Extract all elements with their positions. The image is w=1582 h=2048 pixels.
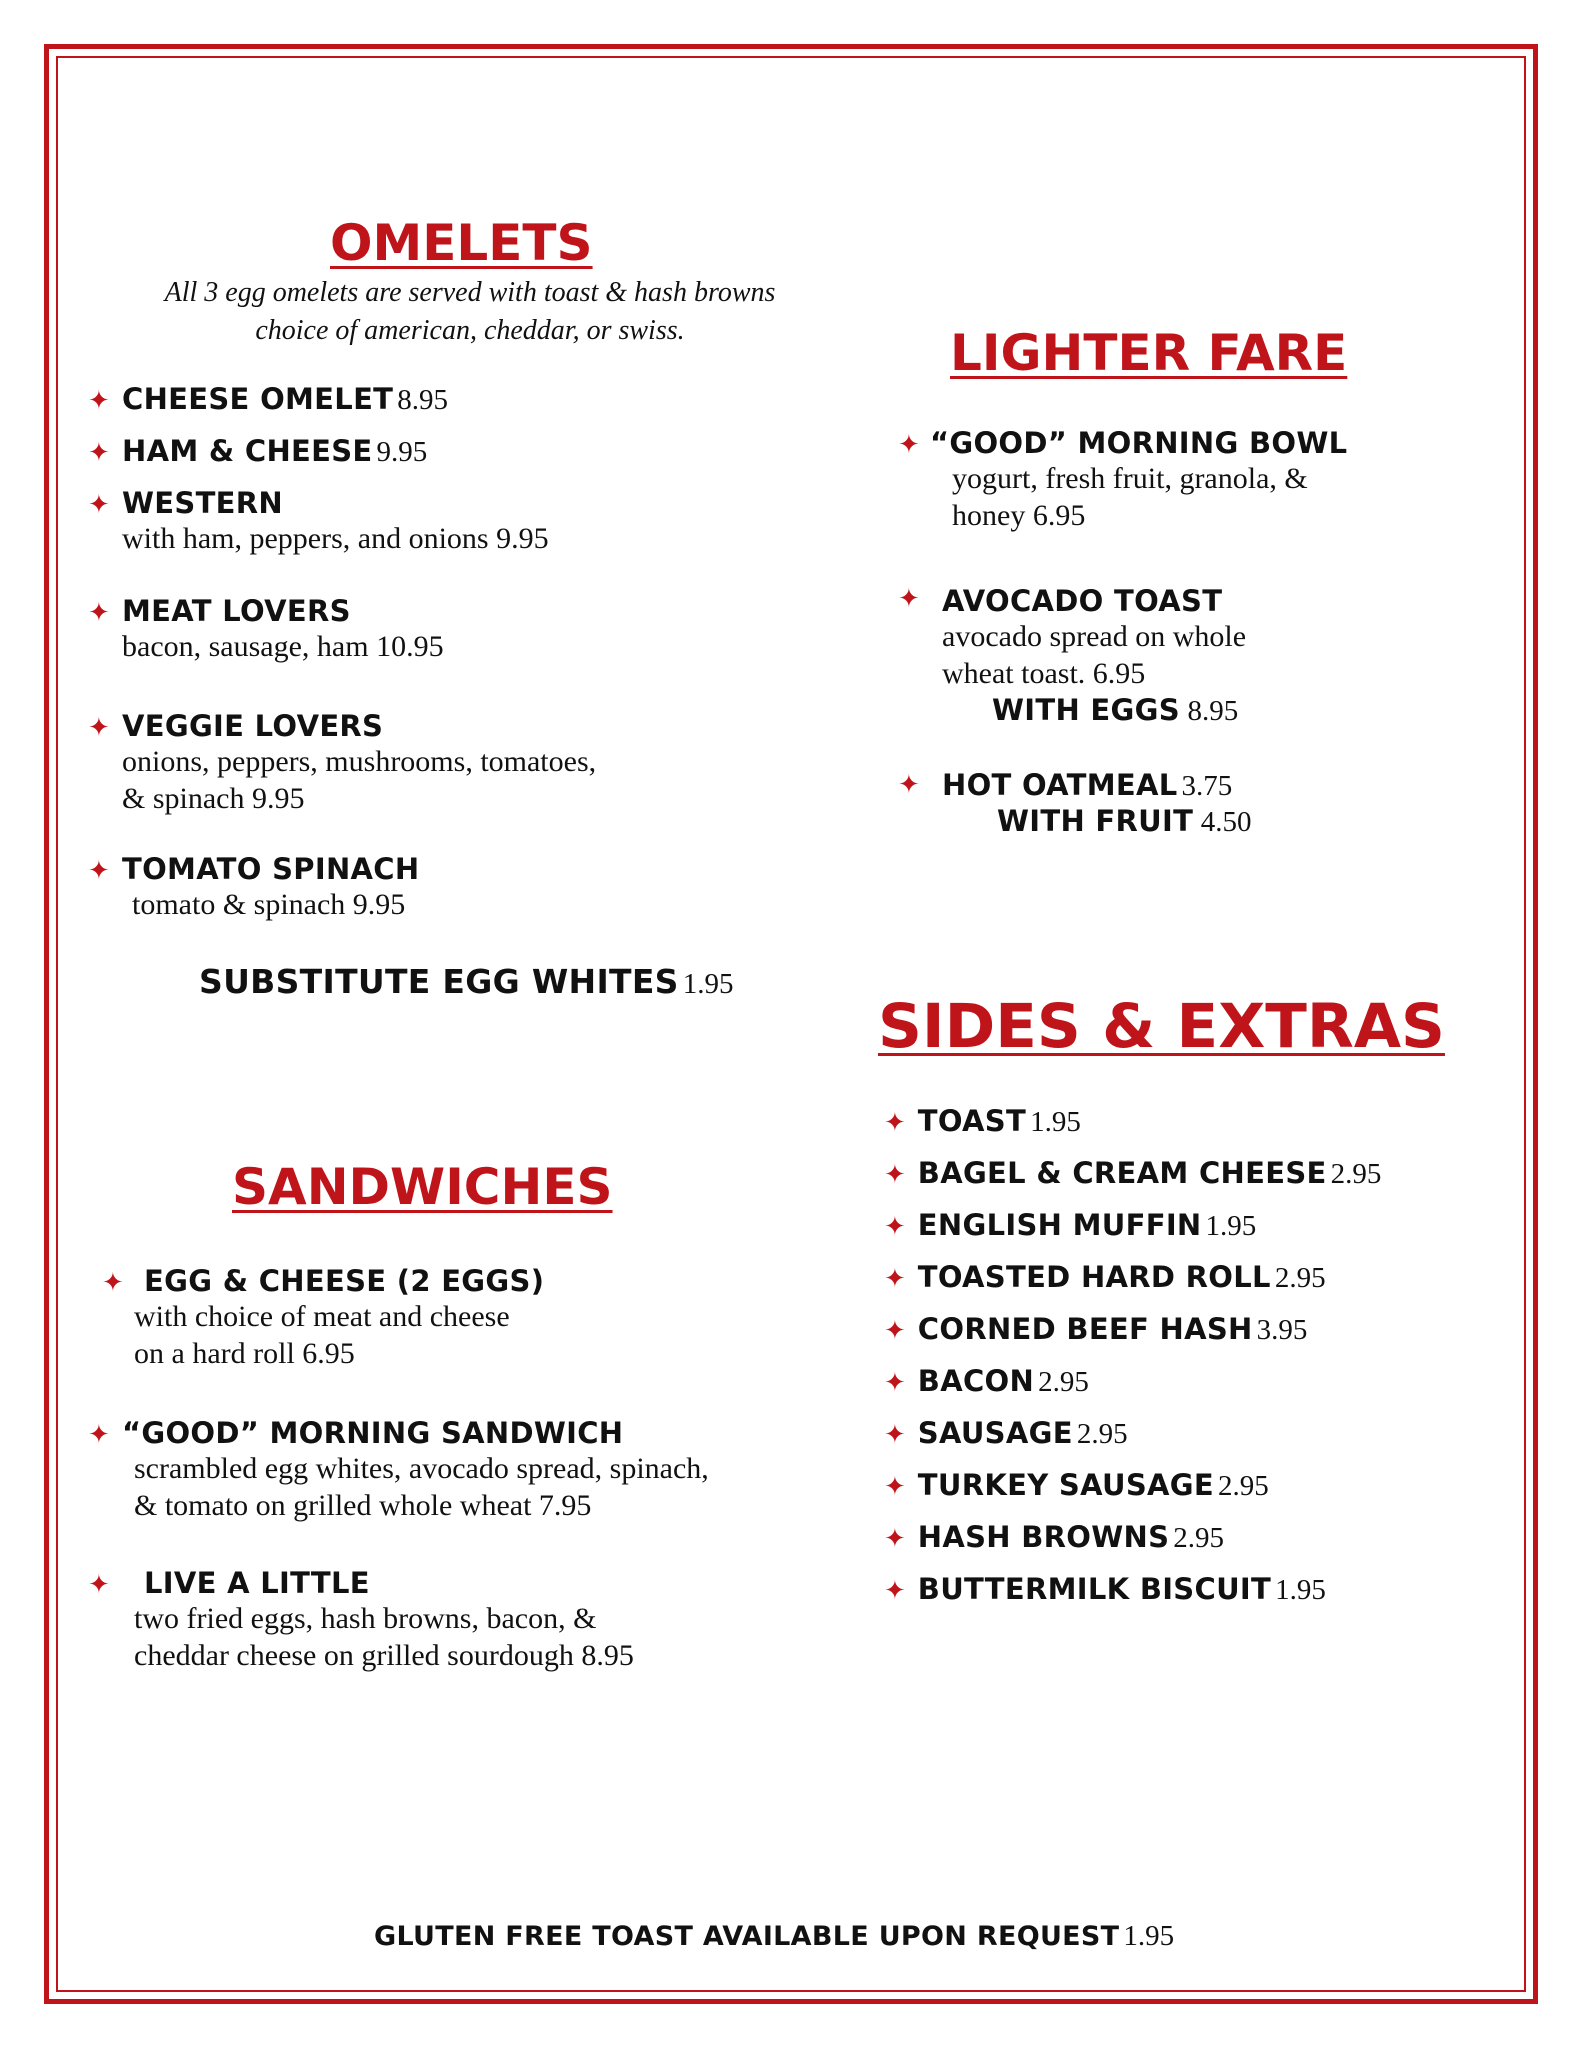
item-price: 1.95: [1205, 1210, 1257, 1242]
item-name: TOMATO SPINACH: [122, 852, 420, 886]
substitute-egg-whites: [199, 962, 734, 1001]
item-description: honey 6.95: [952, 499, 1086, 532]
star-bullet-icon: ✦: [884, 1316, 906, 1346]
menu-item-live-a-little: [134, 1566, 634, 1674]
star-bullet-icon: ✦: [898, 430, 920, 460]
star-bullet-icon: ✦: [884, 1420, 906, 1450]
star-bullet-icon: ✦: [884, 1160, 906, 1190]
sandwiches-heading: SANDWICHES: [232, 1158, 613, 1216]
star-bullet-icon: ✦: [88, 713, 110, 743]
menu-item-english-muffin: [884, 1208, 1256, 1243]
item-description: avocado spread on whole: [942, 620, 1247, 653]
item-name: MEAT LOVERS: [122, 594, 351, 628]
menu-item-turkey-sausage: [884, 1468, 1269, 1503]
addon-price: 4.50: [1200, 806, 1252, 838]
star-bullet-icon: ✦: [88, 1570, 110, 1600]
star-bullet-icon: ✦: [88, 1420, 110, 1450]
item-name: TOAST: [917, 1104, 1027, 1138]
item-description: cheddar cheese on grilled sourdough 8.95: [134, 1639, 634, 1672]
item-name: CORNED BEEF HASH: [917, 1312, 1253, 1346]
item-description: on a hard roll 6.95: [134, 1337, 355, 1370]
item-description: yogurt, fresh fruit, granola, &: [952, 462, 1308, 495]
item-description: & spinach 9.95: [122, 782, 305, 815]
star-bullet-icon: ✦: [884, 1108, 906, 1138]
sides-extras-heading: SIDES & EXTRAS: [878, 991, 1445, 1062]
item-name: HOT OATMEAL: [942, 768, 1178, 802]
item-name: LIVE A LITTLE: [144, 1566, 370, 1600]
lighter-fare-heading: LIGHTER FARE: [950, 324, 1348, 382]
menu-item-good-morning-bowl: [930, 426, 1347, 534]
omelets-intro-line-2: choice of american, cheddar, or swiss.: [255, 315, 685, 346]
item-name: TOASTED HARD ROLL: [917, 1260, 1271, 1294]
menu-item-buttermilk-biscuit: [884, 1572, 1326, 1607]
star-bullet-icon: ✦: [884, 1212, 906, 1242]
item-name: BAGEL & CREAM CHEESE: [917, 1156, 1327, 1190]
item-description: bacon, sausage, ham 10.95: [122, 630, 444, 663]
omelets-intro-line-1: All 3 egg omelets are served with toast & hash browns: [164, 277, 776, 308]
item-price: 8.95: [397, 384, 449, 416]
addon-name: WITH EGGS: [992, 693, 1180, 727]
item-description: with choice of meat and cheese: [134, 1300, 510, 1333]
menu-item-bacon: [884, 1364, 1089, 1399]
item-name: “GOOD” MORNING BOWL: [930, 426, 1348, 460]
star-bullet-icon: ✦: [884, 1576, 906, 1606]
item-name: HASH BROWNS: [917, 1520, 1170, 1554]
menu-item-western: [122, 486, 549, 557]
item-addon: [942, 803, 1251, 841]
item-price: 2.95: [1274, 1262, 1326, 1294]
menu-item-hash-browns: [884, 1520, 1224, 1555]
item-description: tomato & spinach 9.95: [132, 888, 406, 921]
star-bullet-icon: ✦: [884, 1368, 906, 1398]
item-price: 2.95: [1217, 1470, 1269, 1502]
item-price: 2.95: [1076, 1418, 1128, 1450]
menu-item-meat-lovers: [122, 594, 444, 665]
item-name: CHEESE OMELET: [122, 382, 394, 416]
item-description: scrambled egg whites, avocado spread, spinach,: [134, 1452, 709, 1485]
star-bullet-icon: ✦: [898, 770, 920, 800]
menu-item-ham-cheese: [122, 434, 427, 469]
item-addon: [942, 692, 1246, 730]
item-name: TURKEY SAUSAGE: [917, 1468, 1214, 1502]
star-bullet-icon: ✦: [88, 598, 110, 628]
addon-price: 8.95: [1187, 695, 1239, 727]
item-name: ENGLISH MUFFIN: [917, 1208, 1202, 1242]
addon-name: WITH FRUIT: [997, 804, 1194, 838]
gluten-free-note: [374, 1920, 1174, 1953]
star-bullet-icon: ✦: [102, 1268, 124, 1298]
item-price: 1.95: [1275, 1574, 1326, 1606]
menu-item-good-morning-sandwich: [122, 1416, 709, 1524]
menu-item-corned-beef-hash: [884, 1312, 1307, 1347]
item-price: 1.95: [682, 968, 734, 1000]
item-description: with ham, peppers, and onions 9.95: [122, 522, 549, 555]
star-bullet-icon: ✦: [884, 1524, 906, 1554]
item-description: & tomato on grilled whole wheat 7.95: [134, 1489, 592, 1522]
omelets-intro: [80, 274, 860, 350]
item-name: VEGGIE LOVERS: [122, 709, 384, 743]
menu-item-sausage: [884, 1416, 1128, 1451]
item-price: 2.95: [1330, 1158, 1382, 1190]
star-bullet-icon: ✦: [88, 438, 110, 468]
item-name: “GOOD” MORNING SANDWICH: [122, 1416, 624, 1450]
star-bullet-icon: ✦: [88, 490, 110, 520]
item-name: SAUSAGE: [917, 1416, 1073, 1450]
item-name: WESTERN: [122, 486, 283, 520]
item-name: AVOCADO TOAST: [942, 584, 1223, 618]
menu-item-bagel-cream-cheese: [884, 1156, 1381, 1191]
item-name: BACON: [917, 1364, 1035, 1398]
item-name: SUBSTITUTE EGG WHITES: [199, 962, 679, 1001]
menu-item-tomato-spinach: [122, 852, 419, 923]
item-price: 3.95: [1256, 1314, 1308, 1346]
menu-item-cheese-omelet: [122, 382, 448, 417]
menu-item-veggie-lovers: [122, 709, 596, 817]
menu-item-avocado-toast: [942, 584, 1246, 730]
item-name: EGG & CHEESE (2 EGGS): [144, 1264, 545, 1298]
star-bullet-icon: ✦: [88, 386, 110, 416]
item-price: 1.95: [1123, 1920, 1175, 1952]
item-price: 9.95: [376, 436, 428, 468]
item-price: 3.75: [1181, 770, 1233, 802]
item-description: onions, peppers, mushrooms, tomatoes,: [122, 745, 597, 778]
star-bullet-icon: ✦: [898, 584, 920, 614]
menu-item-egg-cheese: [134, 1264, 544, 1372]
menu-item-toast: [884, 1104, 1081, 1139]
star-bullet-icon: ✦: [88, 856, 110, 886]
star-bullet-icon: ✦: [884, 1264, 906, 1294]
item-price: 1.95: [1030, 1106, 1081, 1138]
menu-item-hot-oatmeal: [942, 768, 1251, 841]
item-name: HAM & CHEESE: [122, 434, 373, 468]
item-name: BUTTERMILK BISCUIT: [917, 1572, 1272, 1606]
item-price: 2.95: [1038, 1366, 1089, 1398]
menu-item-toasted-hard-roll: [884, 1260, 1326, 1295]
item-name: GLUTEN FREE TOAST AVAILABLE UPON REQUEST: [374, 1921, 1120, 1952]
item-description: two fried eggs, hash browns, bacon, &: [134, 1602, 597, 1635]
item-price: 2.95: [1173, 1522, 1225, 1554]
item-description: wheat toast. 6.95: [942, 657, 1146, 690]
star-bullet-icon: ✦: [884, 1472, 906, 1502]
omelets-heading: OMELETS: [330, 214, 593, 272]
